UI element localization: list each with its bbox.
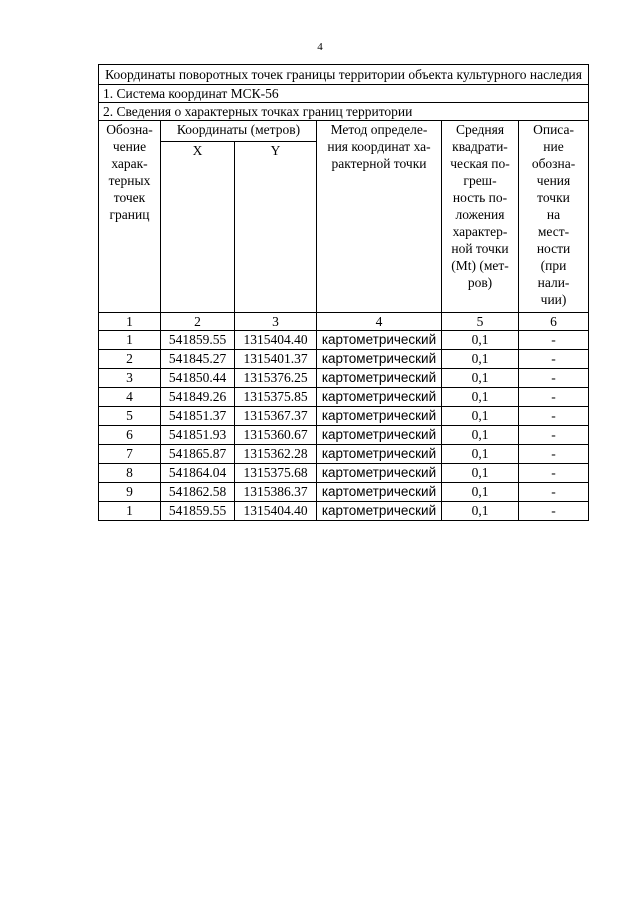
column-number: 5 — [442, 313, 519, 331]
table-row — [99, 388, 589, 407]
method-cell: картометрический — [317, 426, 442, 445]
error-cell: 0,1 — [442, 407, 519, 426]
y-coordinate-cell: 1315404.40 — [235, 502, 317, 521]
y-coordinate-cell: 1315404.40 — [235, 331, 317, 350]
method-cell: картометрический — [317, 483, 442, 502]
header-point-designation: Обозна- чение харак- терных точек границ — [99, 121, 161, 313]
method-cell: картометрический — [317, 502, 442, 521]
description-cell: - — [519, 331, 589, 350]
header-error: Средняя квадрати- ческая по- греш- ность по- ложения характер- ной точки (Mt) (мет- ров) — [442, 121, 519, 313]
x-coordinate-cell: 541859.55 — [161, 331, 235, 350]
point-cell: 3 — [99, 369, 161, 388]
method-cell: картометрический — [317, 369, 442, 388]
description-cell: - — [519, 445, 589, 464]
point-cell: 7 — [99, 445, 161, 464]
x-coordinate-cell: 541851.37 — [161, 407, 235, 426]
method-cell: картометрический — [317, 407, 442, 426]
point-cell: 4 — [99, 388, 161, 407]
y-coordinate-cell: 1315386.37 — [235, 483, 317, 502]
description-cell: - — [519, 388, 589, 407]
coordinates-table — [98, 64, 589, 521]
method-cell: картометрический — [317, 350, 442, 369]
table-row — [99, 369, 589, 388]
error-cell: 0,1 — [442, 369, 519, 388]
table-row — [99, 426, 589, 445]
y-coordinate-cell: 1315375.85 — [235, 388, 317, 407]
point-cell: 2 — [99, 350, 161, 369]
table-row — [99, 483, 589, 502]
column-number: 3 — [235, 313, 317, 331]
method-cell: картометрический — [317, 331, 442, 350]
x-coordinate-cell: 541850.44 — [161, 369, 235, 388]
header-description: Описа- ние обозна- чения точки на мест- ности (при нали- чии) — [519, 121, 589, 313]
method-cell: картометрический — [317, 464, 442, 483]
x-coordinate-cell: 541851.93 — [161, 426, 235, 445]
header-x: X — [161, 142, 235, 313]
column-number: 6 — [519, 313, 589, 331]
column-number: 4 — [317, 313, 442, 331]
description-cell: - — [519, 502, 589, 521]
error-cell: 0,1 — [442, 502, 519, 521]
method-cell: картометрический — [317, 445, 442, 464]
table-row — [99, 445, 589, 464]
y-coordinate-cell: 1315362.28 — [235, 445, 317, 464]
x-coordinate-cell: 541849.26 — [161, 388, 235, 407]
y-coordinate-cell: 1315367.37 — [235, 407, 317, 426]
point-cell: 1 — [99, 331, 161, 350]
point-cell: 8 — [99, 464, 161, 483]
x-coordinate-cell: 541845.27 — [161, 350, 235, 369]
error-cell: 0,1 — [442, 483, 519, 502]
header-coordinates-group: Координаты (метров) — [161, 121, 317, 142]
table-row — [99, 331, 589, 350]
description-cell: - — [519, 464, 589, 483]
error-cell: 0,1 — [442, 426, 519, 445]
error-cell: 0,1 — [442, 350, 519, 369]
error-cell: 0,1 — [442, 445, 519, 464]
description-cell: - — [519, 350, 589, 369]
x-coordinate-cell: 541859.55 — [161, 502, 235, 521]
x-coordinate-cell: 541864.04 — [161, 464, 235, 483]
error-cell: 0,1 — [442, 388, 519, 407]
y-coordinate-cell: 1315376.25 — [235, 369, 317, 388]
method-cell: картометрический — [317, 388, 442, 407]
column-number: 2 — [161, 313, 235, 331]
y-coordinate-cell: 1315360.67 — [235, 426, 317, 445]
column-number: 1 — [99, 313, 161, 331]
description-cell: - — [519, 369, 589, 388]
point-cell: 1 — [99, 502, 161, 521]
y-coordinate-cell: 1315375.68 — [235, 464, 317, 483]
table-row — [99, 407, 589, 426]
point-cell: 6 — [99, 426, 161, 445]
description-cell: - — [519, 426, 589, 445]
section-heading: 2. Сведения о характерных точках границ территории — [99, 103, 589, 121]
page-number: 4 — [317, 41, 323, 53]
x-coordinate-cell: 541862.58 — [161, 483, 235, 502]
point-cell: 5 — [99, 407, 161, 426]
x-coordinate-cell: 541865.87 — [161, 445, 235, 464]
table-row — [99, 502, 589, 521]
table-row — [99, 350, 589, 369]
description-cell: - — [519, 483, 589, 502]
coordinate-system: 1. Система координат МСК-56 — [99, 85, 589, 103]
description-cell: - — [519, 407, 589, 426]
table-title: Координаты поворотных точек границы территории объекта культурного наследия — [99, 65, 589, 85]
error-cell: 0,1 — [442, 464, 519, 483]
error-cell: 0,1 — [442, 331, 519, 350]
table-row — [99, 464, 589, 483]
header-method: Метод определе- ния координат ха- рактерной точки — [317, 121, 442, 313]
y-coordinate-cell: 1315401.37 — [235, 350, 317, 369]
header-y: Y — [235, 142, 317, 313]
point-cell: 9 — [99, 483, 161, 502]
